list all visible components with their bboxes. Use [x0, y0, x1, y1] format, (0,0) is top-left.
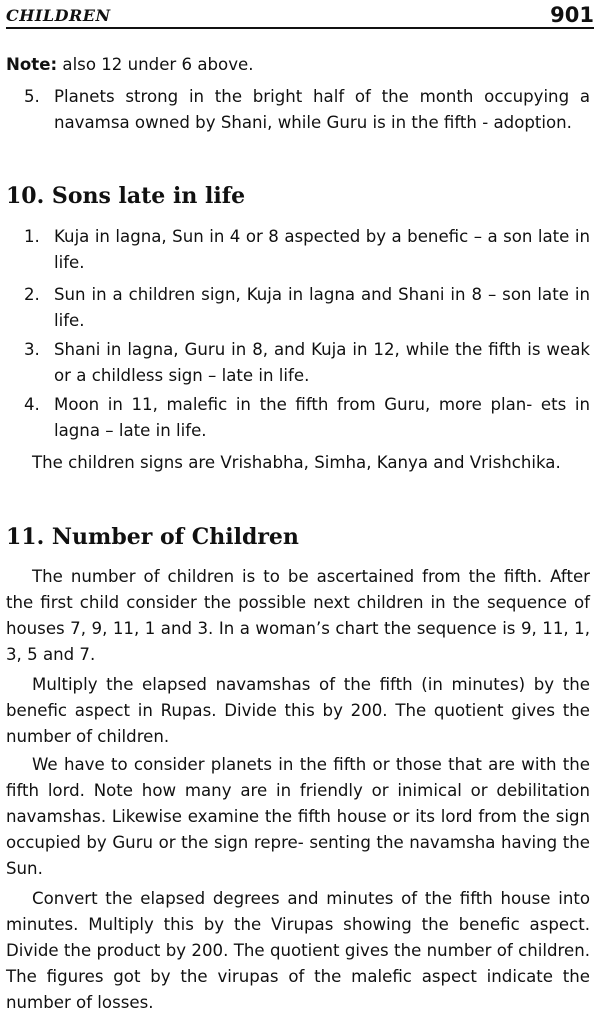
note-paragraph: [6, 52, 590, 78]
list-item-text: Kuja in lagna, Sun in 4 or 8 aspected by a benefic – a son late in life.: [54, 227, 590, 272]
list-item-text: Moon in 11, malefic in the fifth from Guru, more plan- ets in lagna – late in life.: [54, 395, 590, 440]
list-item-number: 2.: [24, 285, 40, 304]
list-item-number: 5.: [24, 87, 40, 106]
list-item: [24, 84, 590, 136]
running-head: CHILDREN: [6, 6, 111, 25]
body-paragraph: Multiply the elapsed navamshas of the fifth (in minutes) by the benefic aspect in Rupas. Divide this by 200. The quotient gives the number of children.: [6, 675, 590, 746]
list-item-text: Planets strong in the bright half of the month occupying a navamsa owned by Shani, while Guru is in the fifth - adoption.: [54, 87, 590, 132]
section-heading-sons-late: 10. Sons late in life: [6, 183, 246, 209]
list-item-number: 4.: [24, 395, 40, 414]
list-item-text: Sun in a children sign, Kuja in lagna and Shani in 8 – son late in life.: [54, 285, 590, 330]
page-number: 901: [550, 3, 594, 27]
note-text: also 12 under 6 above.: [57, 55, 254, 74]
body-paragraph: We have to consider planets in the fifth or those that are with the fifth lord. Note how many are in friendly or inimical or debilitation navamshas. Likewise examine the fifth house or its lord from the sign occupied by Guru or the sign repre- senting the navamsha having the Sun.: [6, 755, 590, 878]
children-signs-paragraph: The children signs are Vrishabha, Simha, Kanya and Vrishchika.: [32, 453, 561, 472]
body-paragraph: Convert the elapsed degrees and minutes of the fifth house into minutes. Multiply this by the Virupas showing the benefic aspect. Divide the product by 200. The quotient gives the number of children. The figures got by the virupas of the malefic aspect indicate the number of losses.: [6, 889, 590, 1012]
list-item-number: 3.: [24, 340, 40, 359]
list-item: [24, 337, 590, 389]
list-item: [24, 224, 590, 276]
page-header: [6, 0, 594, 29]
body-paragraph: The number of children is to be ascertained from the fifth. After the first child consider the possible next children in the sequence of houses 7, 9, 11, 1 and 3. In a woman’s chart the sequence is 9, 11, 1, 3, 5 and 7.: [6, 567, 590, 664]
list-item-text: Shani in lagna, Guru in 8, and Kuja in 12, while the fifth is weak or a childless sign – late in life.: [54, 340, 590, 385]
section-heading-number-of-children: 11. Number of Children: [6, 524, 299, 550]
list-item: [24, 392, 590, 444]
list-item-number: 1.: [24, 227, 40, 246]
note-label: Note:: [6, 55, 58, 74]
list-item: [24, 282, 590, 334]
